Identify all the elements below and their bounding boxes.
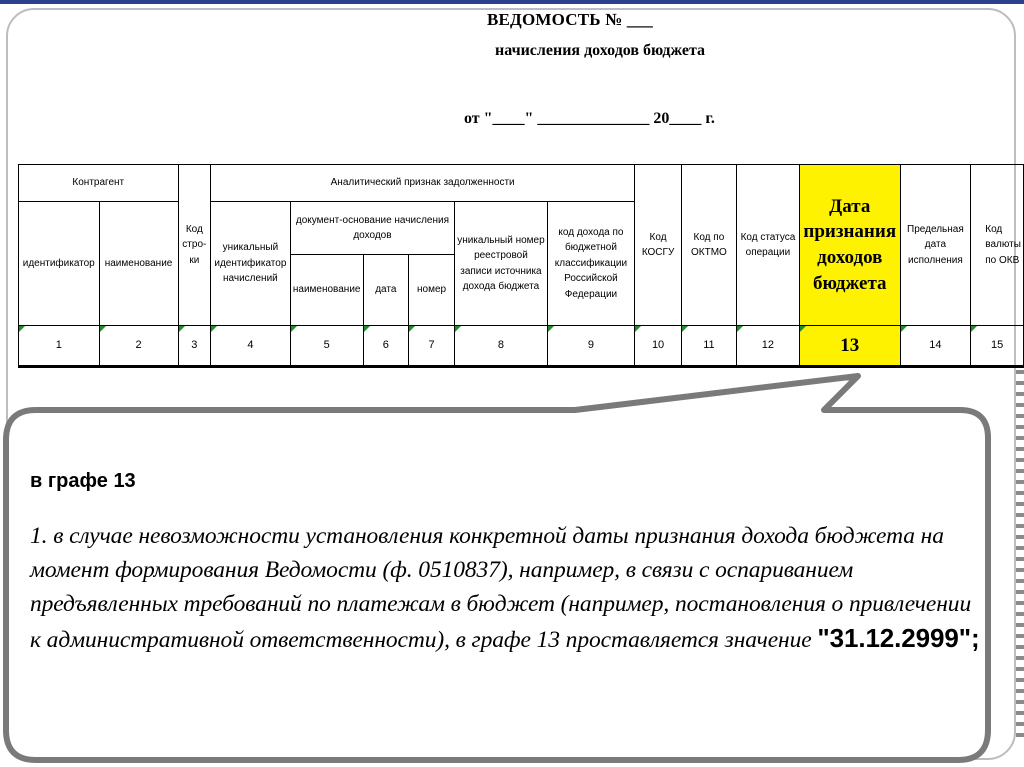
column-number-5: 5 — [290, 326, 363, 367]
header-doc-number: номер — [408, 255, 454, 326]
column-number-13: 13 — [799, 326, 900, 367]
header-doc-date: дата — [363, 255, 408, 326]
header-currency: Код валюты по ОКВ — [971, 165, 1024, 326]
header-unique-id: уникальный идентификатор начислений — [211, 202, 291, 326]
column-number-9: 9 — [547, 326, 635, 367]
callout-value: "31.12.2999"; — [817, 623, 980, 653]
column-number-3: 3 — [178, 326, 211, 367]
header-status: Код статуса операции — [736, 165, 799, 326]
callout-heading: в графе 13 — [30, 470, 136, 492]
column-number-4: 4 — [211, 326, 291, 367]
header-oktmo: Код по ОКТМО — [681, 165, 736, 326]
right-edge-dashes — [1016, 370, 1024, 750]
header-kosgu: Код КОСГУ — [635, 165, 682, 326]
header-row-code: Код стро-ки — [178, 165, 211, 326]
column-number-14: 14 — [900, 326, 971, 367]
header-doc-name: наименование — [290, 255, 363, 326]
callout-content — [30, 470, 980, 657]
column-number-6: 6 — [363, 326, 408, 367]
document-subtitle: начисления доходов бюджета — [494, 42, 705, 59]
header-identifier: идентификатор — [19, 202, 100, 326]
header-deadline: Предельная дата исполнения — [900, 165, 971, 326]
header-counterparty: Контрагент — [19, 165, 179, 202]
header-recognition-date: Дата признания доходов бюджета — [799, 165, 900, 326]
column-number-2: 2 — [99, 326, 178, 367]
column-number-11: 11 — [681, 326, 736, 367]
header-registry-number: уникальный номер реестровой записи источника дохода бюджета — [455, 202, 547, 326]
column-number-8: 8 — [455, 326, 547, 367]
column-number-12: 12 — [736, 326, 799, 367]
header-basis-document: документ-основание начисления доходов — [290, 202, 455, 255]
column-number-7: 7 — [408, 326, 454, 367]
header-analytic: Аналитический признак задолженности — [211, 165, 635, 202]
callout-body-text: 1. в случае невозможности установления конкретной даты признания дохода бюджета на момент формирования Ведомости (ф. 0510837), например, в связи с оспариванием предъявленных требований по платежам в бюджет (например, постановления о привлечении к административной ответственности), в графе 13 проставляется значение — [30, 523, 972, 653]
document-title: ВЕДОМОСТЬ № ___ — [486, 10, 653, 29]
callout-body-paragraph — [30, 519, 980, 657]
column-number-15: 15 — [971, 326, 1024, 367]
document-date-line: от "____" ______________ 20____ г. — [464, 110, 715, 127]
header-income-code: код дохода по бюджетной классификации Российской Федерации — [547, 202, 635, 326]
column-number-10: 10 — [635, 326, 682, 367]
column-number-1: 1 — [19, 326, 100, 367]
header-name: наименование — [99, 202, 178, 326]
